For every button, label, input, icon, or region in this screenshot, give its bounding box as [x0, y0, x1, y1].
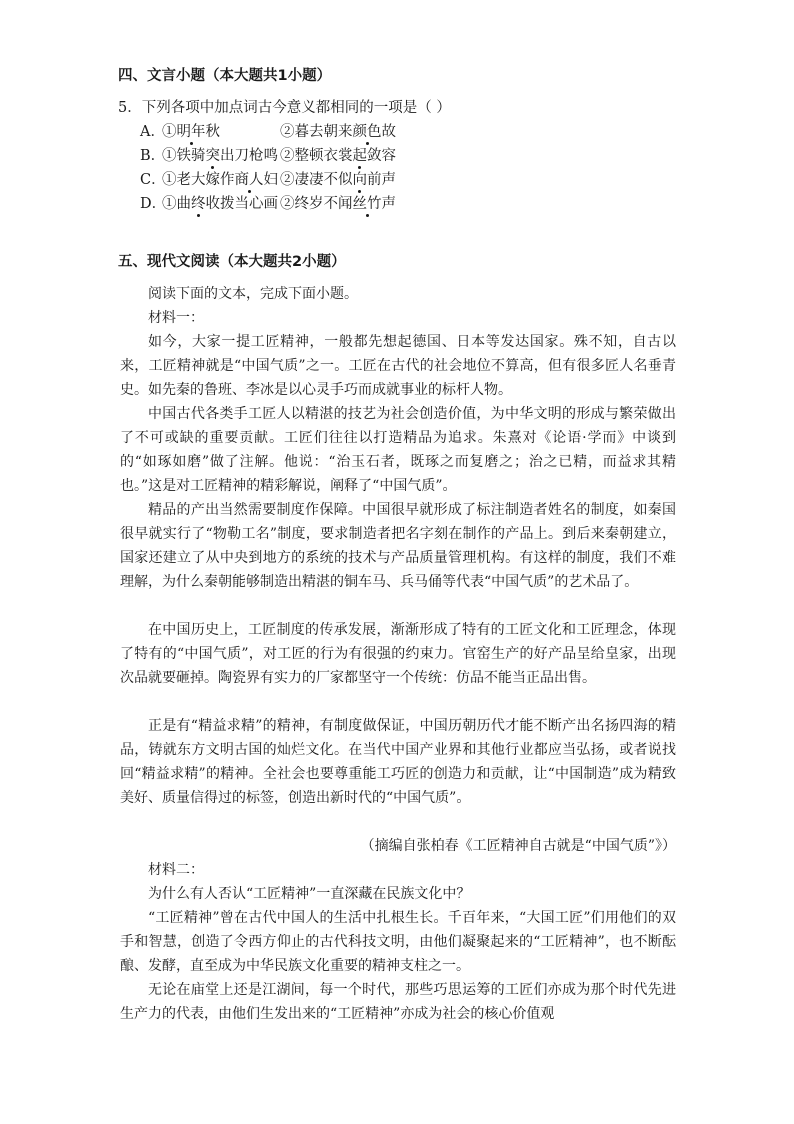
- dotted-word: 商人: [234, 172, 264, 188]
- option-a-part1-prefix: ①: [162, 124, 177, 140]
- option-a-part2-prefix: ②暮去朝来: [280, 124, 353, 140]
- option-a[interactable]: [140, 122, 396, 142]
- material-2-paragraph-2: “工匠精神”曾在古代中国人的生活中扎根生长。千百年来，“大国工匠”们用他们的双手和智慧，创造了令西方仰止的古代科技文明，由他们凝聚起来的“工匠精神”，也不断酝酿、发酵，直至成为中华民族文化重要的精神支柱之一。: [120, 910, 676, 974]
- material-2-paragraph-3: 无论在庙堂上还是江湖间，每一个时代，那些巧思运筹的工匠们亦成为那个时代先进生产力的代表，由他们生发出来的“工匠精神”亦成为社会的核心价值观: [120, 982, 676, 1022]
- option-d[interactable]: [140, 194, 396, 214]
- material-1-label: 材料一：: [148, 310, 204, 326]
- material-1-paragraph-5: 正是有“精益求精”的精神，有制度做保证，中国历朝历代才能不断产出名扬四海的精品，铸就东方文明古国的灿烂文化。在当代中国产业界和其他行业都应当弘扬，或者说找回“精益求精”的精神。全社会也要尊重能工巧匠的创造力和贡献，让“中国制造”成为精致美好、质量信得过的标签，创造出新时代的“中国气质”。: [120, 718, 676, 806]
- option-label: A．: [140, 124, 165, 140]
- dotted-word: 丝竹: [352, 196, 382, 212]
- option-b-part2-prefix: ②整顿衣裳: [280, 148, 353, 164]
- option-c-part1-suffix: 妇: [263, 172, 278, 188]
- option-b-part1-prefix: ①铁骑: [162, 148, 206, 164]
- dotted-word: 颜色: [352, 124, 382, 140]
- reading-instruction: 阅读下面的文本，完成下面小题。: [148, 286, 358, 302]
- dotted-word: 终: [191, 196, 206, 212]
- option-label: C．: [140, 172, 166, 188]
- dotted-word: 突: [205, 148, 220, 164]
- option-b-part1-suffix: 出刀枪鸣: [220, 148, 278, 164]
- option-label: B．: [140, 148, 166, 164]
- option-d-part1-prefix: ①曲: [162, 196, 191, 212]
- material-2-label: 材料二：: [148, 862, 204, 878]
- material-1-paragraph-3: 精品的产出当然需要制度作保障。中国很早就形成了标注制造者姓名的制度，如秦国很早就实行了“物勒工名”制度，要求制造者把名字刻在制作的产品上。到后来秦朝建立，国家还建立了从中央到地方的系统的技术与产品质量管理机构。有这样的制度，我们不难理解，为什么秦朝能够制造出精湛的铜车马、兵马俑等代表“中国气质”的艺术品了。: [120, 502, 676, 590]
- option-d-part1-suffix: 收拨当心画: [205, 196, 278, 212]
- material-1-paragraph-4: 在中国历史上，工匠制度的传承发展，渐渐形成了特有的工匠文化和工匠理念，体现了特有的“中国气质”，对工匠的行为有很强的约束力。官窑生产的好产品呈给皇家，出现次品就要砸掉。陶瓷界有实力的厂家都坚守一个传统：仿品不能当正品出售。: [120, 622, 676, 686]
- section-5-heading: 五、现代文阅读（本大题共2小题）: [118, 254, 346, 270]
- dotted-word: 起: [352, 148, 367, 164]
- option-a-part1-suffix: 秋: [205, 124, 220, 140]
- option-b[interactable]: [140, 146, 396, 166]
- dotted-word: 明年: [176, 124, 206, 140]
- material-1-source: （摘编自张柏春《工匠精神自古就是“中国气质”》）: [360, 838, 676, 854]
- material-2-paragraph-1: 为什么有人否认“工匠精神”一直深藏在民族文化中？: [148, 886, 471, 902]
- option-d-part2-prefix: ②终岁不闻: [280, 196, 353, 212]
- option-c-part2-suffix: 前声: [367, 172, 396, 188]
- option-d-part2-suffix: 声: [381, 196, 396, 212]
- option-b-part2-suffix: 敛容: [367, 148, 396, 164]
- option-label: D．: [140, 196, 167, 212]
- section-4-heading: 四、文言小题（本大题共1小题）: [118, 68, 332, 84]
- option-c-part1-prefix: ①老大嫁作: [162, 172, 235, 188]
- option-a-part2-suffix: 故: [381, 124, 396, 140]
- material-1-paragraph-2: 中国古代各类手工匠人以精湛的技艺为社会创造价值，为中华文明的形成与繁荣做出了不可或缺的重要贡献。工匠们往往以打造精品为追求。朱熹对《论语·学而》中谈到的“如琢如磨”做了注解。他说：“治玉石者，既琢之而复磨之；治之已精，而益求其精也。”这是对工匠精神的精彩解说，阐释了“中国气质”。: [120, 406, 676, 494]
- option-c-part2-prefix: ②凄凄不似: [280, 172, 353, 188]
- material-1-paragraph-1: 如今，大家一提工匠精神，一般都先想起德国、日本等发达国家。殊不知，自古以来，工匠精神就是“中国气质”之一。工匠在古代的社会地位不算高，但有很多匠人名垂青史。如先秦的鲁班、李冰是以心灵手巧而成就事业的标杆人物。: [120, 334, 676, 398]
- dotted-word: 向: [352, 172, 367, 188]
- question-5-stem: 5．下列各项中加点词古今意义都相同的一项是（ ）: [118, 100, 451, 116]
- option-c[interactable]: [140, 170, 396, 190]
